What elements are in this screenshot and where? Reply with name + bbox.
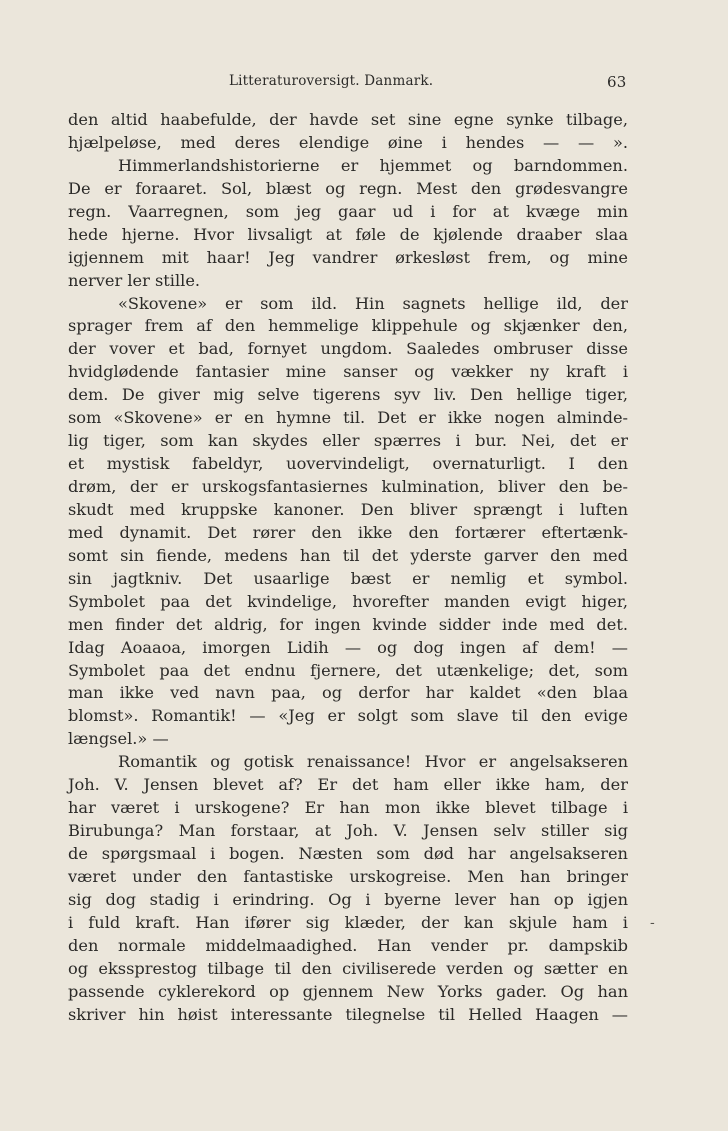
page-header (0, 73, 728, 93)
body-text (68, 109, 628, 1027)
text-line: været under den fantastiske urskogreise. Men han bringer (68, 866, 628, 886)
text-line: Himmerlandshistorierne er hjemmet og barndommen. (118, 155, 628, 175)
text-line: blomst». Romantik! — «Jeg er solgt som slave til den evige (68, 706, 628, 726)
text-line: passende cyklerekord op gjennem New Yorks gader. Og han (68, 981, 628, 1001)
running-title: Litteraturoversigt. Danmark. (229, 73, 434, 89)
text-line: der vover et bad, fornyet ungdom. Saaledes ombruser disse (68, 339, 628, 359)
text-line: den normale middelmaadighed. Han vender pr. dampskib (68, 935, 628, 955)
text-line: somt sin fiende, medens han til det yderste garver den med (68, 545, 628, 565)
text-line: skudt med kruppske kanoner. Den bliver sprængt i luften (68, 499, 628, 519)
text-line: sig dog stadig i erindring. Og i byerne lever han op igjen (68, 889, 628, 909)
text-line: Symbolet paa det endnu fjernere, det utænkelige; det, som (68, 660, 628, 680)
text-line: de spørgsmaal i bogen. Næsten som død har angelsakseren (68, 844, 628, 863)
text-line: Symbolet paa det kvindelige, hvorefter manden evigt higer, (68, 591, 628, 611)
text-line: hvidglødende fantasier mine sanser og vækker ny kraft i (68, 362, 628, 382)
text-line: længsel.» — (68, 729, 169, 749)
text-line: hede hjerne. Hvor livsaligt at føle de kjølende draaber slaa (68, 224, 628, 244)
text-line: drøm, der er urskogsfantasiernes kulmination, bliver den be- (68, 477, 628, 496)
text-line: den altid haabefulde, der havde set sine egne synke tilbage, (68, 110, 628, 129)
text-line: et mystisk fabeldyr, uovervindeligt, overnaturligt. I den (68, 454, 628, 474)
text-line: som «Skovene» er en hymne til. Det er ikke nogen alminde- (68, 408, 628, 428)
text-line: «Skovene» er som ild. Hin sagnets hellige ild, der (118, 293, 628, 313)
text-line: igjennem mit haar! Jeg vandrer ørkesløst frem, og mine (68, 247, 628, 267)
text-line: og ekssprestog tilbage til den civiliserede verden og sætter en (68, 958, 628, 978)
page-number: 63 (607, 73, 627, 91)
text-line: De er foraaret. Sol, blæst og regn. Mest den grødesvangre (68, 178, 628, 198)
text-line: har været i urskogene? Er han mon ikke blevet tilbage i (68, 798, 628, 818)
text-line: Idag Aoaaoa, imorgen Lidih — og dog ingen af dem! — (68, 637, 628, 657)
text-line: Birubunga? Man forstaar, at Joh. V. Jensen selv stiller sig (68, 821, 628, 841)
text-line: med dynamit. Det rører den ikke den fortærer eftertænk- (68, 522, 628, 542)
text-line: Romantik og gotisk renaissance! Hvor er angelsakseren (118, 752, 628, 772)
text-line: Joh. V. Jensen blevet af? Er det ham eller ikke ham, der (68, 775, 628, 795)
text-line: sprager frem af den hemmelige klippehule og skjænker den, (68, 316, 628, 336)
text-line: lig tiger, som kan skydes eller spærres i bur. Nei, det er (68, 431, 628, 451)
text-line: sin jagtkniv. Det usaarlige bæst er nemlig et symbol. (68, 568, 628, 588)
text-line: dem. De giver mig selve tigerens syv liv. Den hellige tiger, (68, 385, 628, 405)
text-line: nerver ler stille. (68, 270, 201, 290)
text-line: regn. Vaarregnen, som jeg gaar ud i for at kvæge min (68, 201, 628, 221)
text-line: men finder det aldrig, for ingen kvinde sidder inde med det. (68, 614, 628, 634)
text-line: man ikke ved navn paa, og derfor har kaldet «den blaa (68, 683, 628, 703)
text-line: hjælpeløse, med deres elendige øine i hendes — — ». (68, 132, 628, 152)
text-line: skriver hin høist interessante tilegnelse til Helled Haagen — (68, 1004, 628, 1024)
text-line: i fuld kraft. Han ifører sig klæder, der kan skjule ham i (68, 912, 628, 932)
margin-mark: - (650, 915, 655, 931)
